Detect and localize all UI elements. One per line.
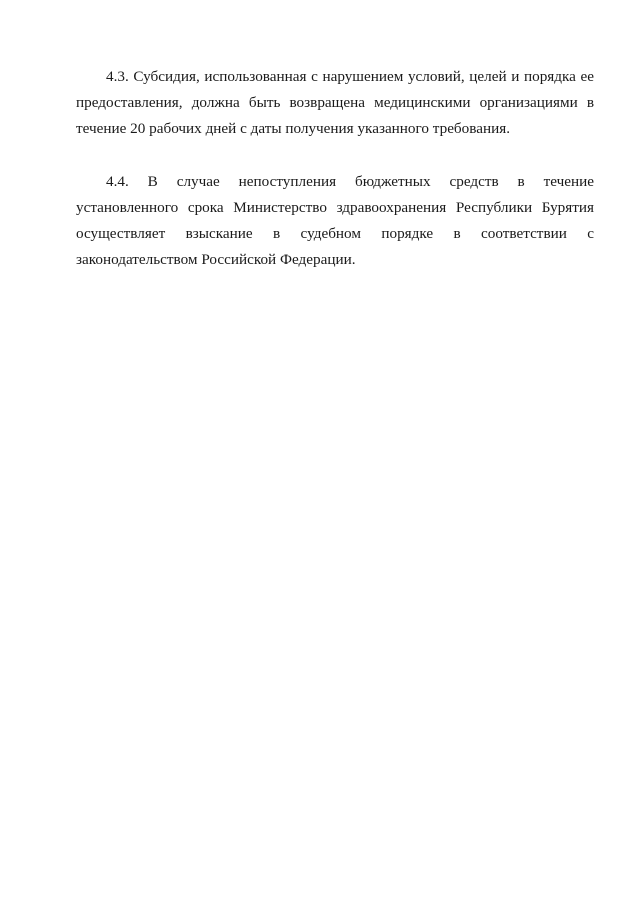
paragraph-4-3: 4.3. Субсидия, использованная с нарушением условий, целей и порядка ее предоставления, должна быть возвращена медицинскими организациями в течение 20 рабочих дней с даты получения указанного требования. [76,68,594,137]
paragraph-4-4: 4.4. В случае непоступления бюджетных средств в течение установленного срока Министерство здравоохранения Республики Бурятия осуществляет взыскание в судебном порядке в соответствии с законодательством Российской Федерации. [76,173,594,268]
